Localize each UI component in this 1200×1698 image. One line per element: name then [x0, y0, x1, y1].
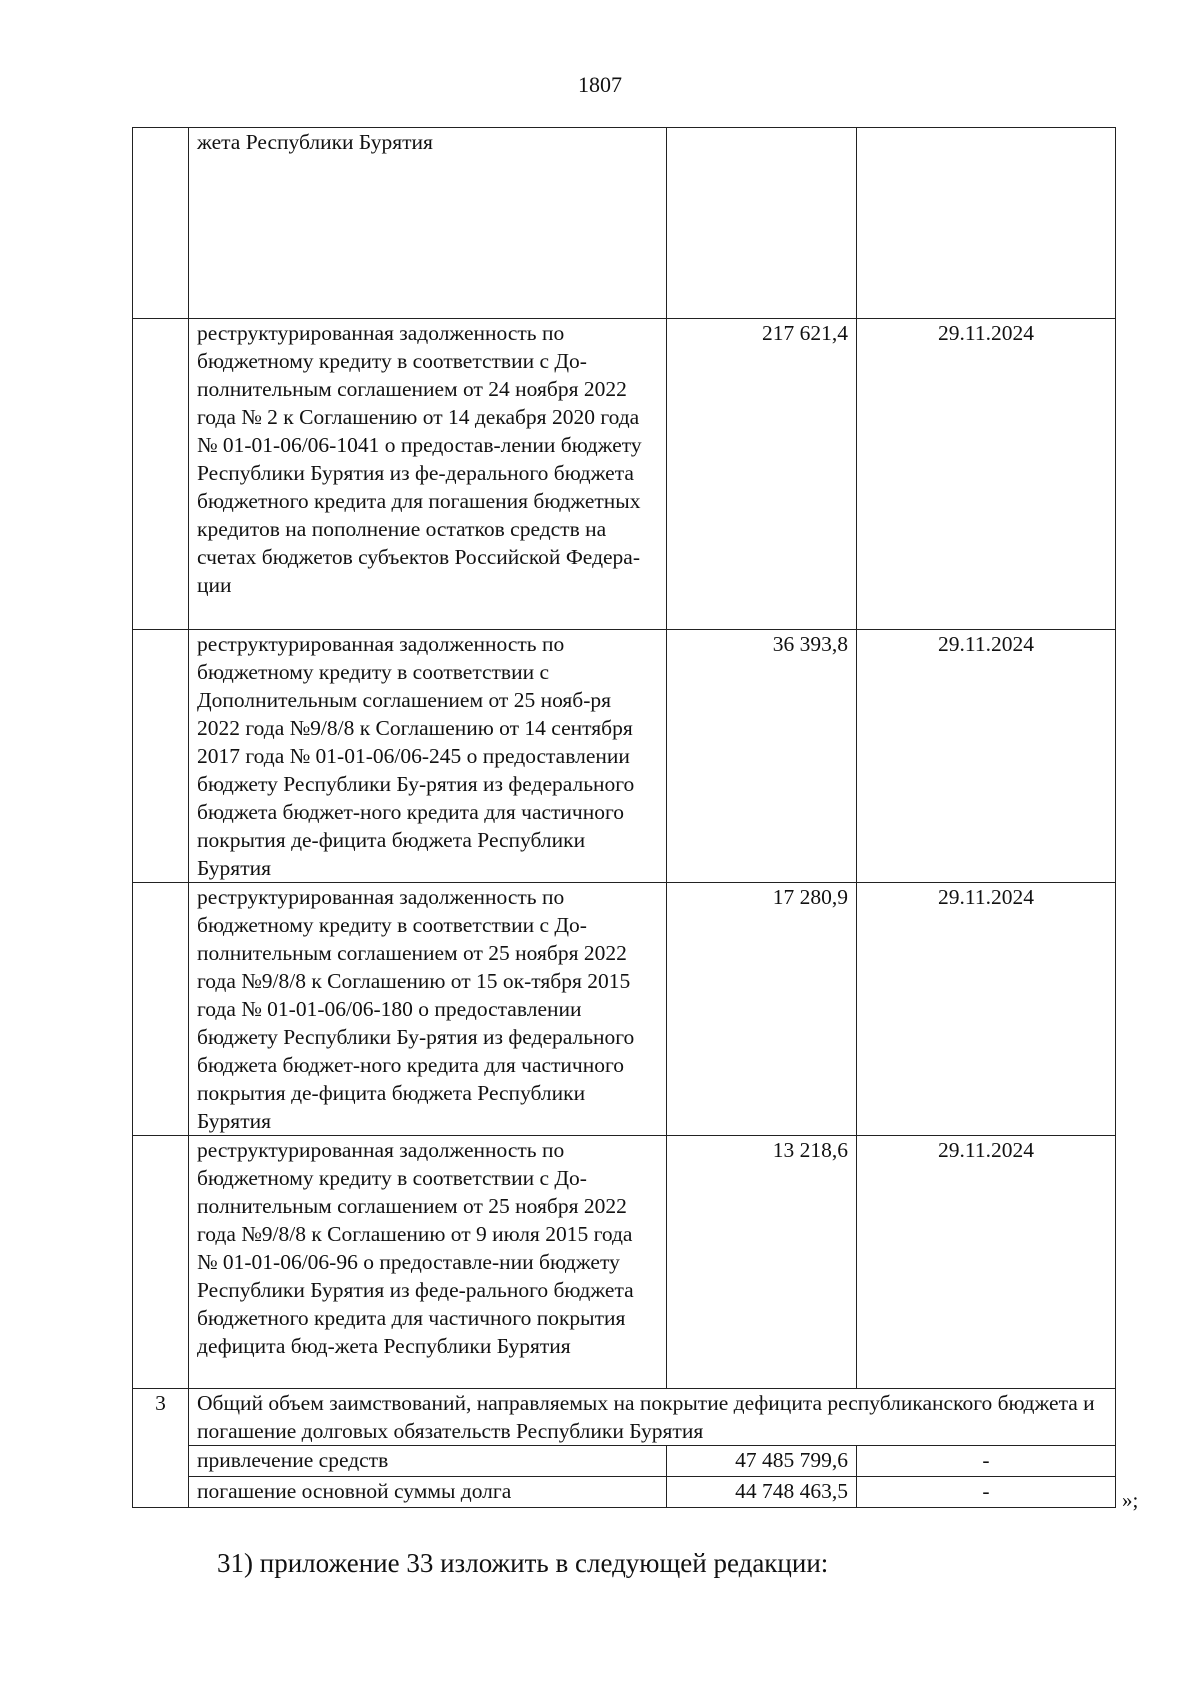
section-number-cell: 3 [133, 1389, 189, 1508]
row-number-cell [133, 1136, 189, 1389]
row-name-cell: реструктурированная задолженность по бюджетному кредиту в соответствии с Дополнительным соглашением от 25 нояб-ря 2022 года №9/8/8 к Соглашению от 14 сентября 2017 года № 01-01-06/06-245 о предоставлении бюджету Республики Бу-рятия из федерального бюджета бюджет-ного кредита для частичного покрытия де-фицита бюджета Республики Бурятия [189, 630, 667, 883]
row-name-cell: реструктурированная задолженность по бюджетному кредиту в соответствии с До-полнительным соглашением от 24 ноября 2022 года № 2 к Соглашению от 14 декабря 2020 года № 01-01-06/06-1041 о предостав-лении бюджету Республики Бурятия из фе-дерального бюджета бюджетного кредита для погашения бюджетных кредитов на пополнение остатков средств на счетах бюджетов субъектов Российской Федера-ции [189, 319, 667, 630]
section-title-cell: Общий объем заимствований, направляемых на покрытие дефицита республиканского бюджета и погашение долговых обязательств Республики Бурятия [189, 1389, 1116, 1446]
closing-quote-mark: »; [1122, 1488, 1139, 1512]
row-date-cell: 29.11.2024 [857, 883, 1116, 1136]
row-date-cell: 29.11.2024 [857, 319, 1116, 630]
table-row [133, 1446, 1116, 1477]
row-sum-cell: 13 218,6 [667, 1136, 857, 1389]
row-date-cell [857, 128, 1116, 319]
item-sum-cell: 47 485 799,6 [667, 1446, 857, 1477]
row-date-cell: 29.11.2024 [857, 1136, 1116, 1389]
row-name-cell: реструктурированная задолженность по бюджетному кредиту в соответствии с До-полнительным соглашением от 25 ноября 2022 года №9/8/8 к Соглашению от 9 июля 2015 года № 01-01-06/06-96 о предоставле-нии бюджету Республики Бурятия из феде-рального бюджета бюджетного кредита для частичного покрытия дефицита бюд-жета Республики Бурятия [189, 1136, 667, 1389]
item-name-cell: погашение основной суммы долга [189, 1477, 667, 1508]
row-sum-cell: 36 393,8 [667, 630, 857, 883]
item-date-cell: - [857, 1477, 1116, 1508]
row-sum-cell: 17 280,9 [667, 883, 857, 1136]
table-row [133, 1477, 1116, 1508]
row-number-cell [133, 128, 189, 319]
row-name-cell: реструктурированная задолженность по бюджетному кредиту в соответствии с До-полнительным соглашением от 25 ноября 2022 года №9/8/8 к Соглашению от 15 ок-тября 2015 года № 01-01-06/06-180 о предоставлении бюджету Республики Бу-рятия из федерального бюджета бюджет-ного кредита для частичного покрытия де-фицита бюджета Республики Бурятия [189, 883, 667, 1136]
row-date-cell: 29.11.2024 [857, 630, 1116, 883]
row-sum-cell: 217 621,4 [667, 319, 857, 630]
row-number-cell [133, 883, 189, 1136]
table-row [133, 128, 1116, 319]
item-date-cell: - [857, 1446, 1116, 1477]
page-number: 1807 [578, 72, 622, 97]
row-sum-cell [667, 128, 857, 319]
amendment-paragraph: 31) приложение 33 изложить в следующей редакции: [217, 1548, 829, 1578]
row-name-cell: жета Республики Бурятия [189, 128, 667, 319]
item-sum-cell: 44 748 463,5 [667, 1477, 857, 1508]
row-number-cell [133, 319, 189, 630]
section-3-header-row [133, 1389, 1116, 1446]
table-row [133, 883, 1116, 1136]
borrowing-table [132, 127, 1116, 1508]
row-number-cell [133, 630, 189, 883]
table-row [133, 630, 1116, 883]
item-name-cell: привлечение средств [189, 1446, 667, 1477]
table-row [133, 319, 1116, 630]
table-row [133, 1136, 1116, 1389]
